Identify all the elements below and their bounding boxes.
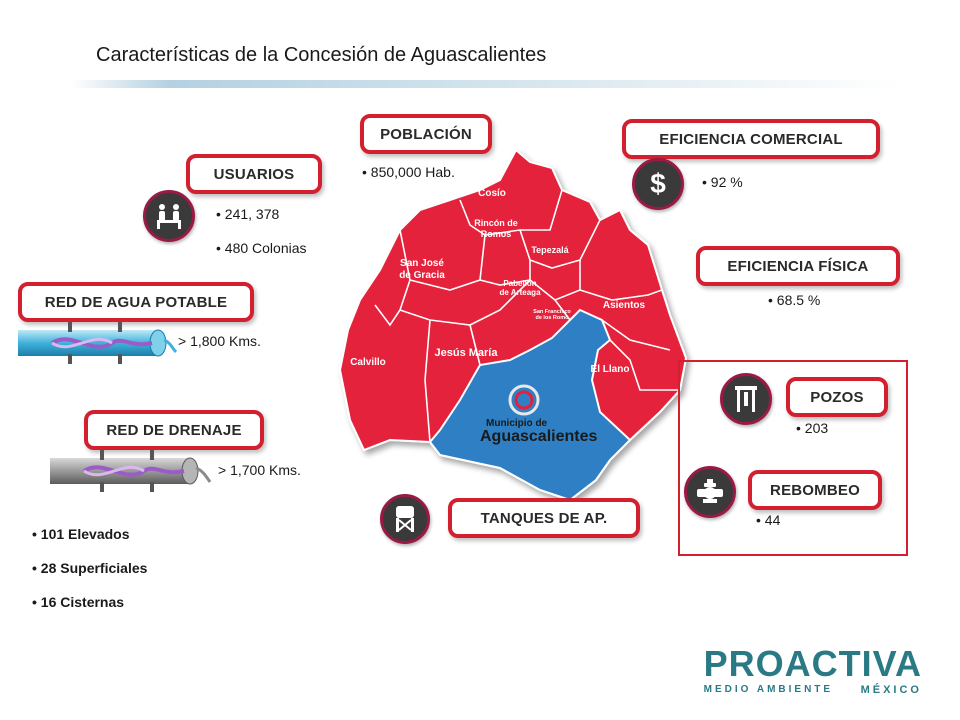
rebombeo-label: REBOMBEO xyxy=(748,470,882,510)
eficiencia-comercial-label: EFICIENCIA COMERCIAL xyxy=(622,119,880,159)
poblacion-label: POBLACIÓN xyxy=(360,114,492,154)
users-icon xyxy=(143,190,195,242)
map-label-pabellon: Pabellón xyxy=(503,279,537,288)
svg-text:de Gracia: de Gracia xyxy=(399,270,445,281)
usuarios-value-1: • 241, 378 xyxy=(216,206,280,222)
red-drenaje-value: > 1,700 Kms. xyxy=(218,462,301,478)
poblacion-value: • 850,000 Hab. xyxy=(362,164,455,180)
usuarios-value-2: • 480 Colonias xyxy=(216,240,307,256)
eficiencia-fisica-label: EFICIENCIA FÍSICA xyxy=(696,246,900,286)
page-title: Características de la Concesión de Aguascalientes xyxy=(96,44,547,66)
map-label-jesusmaria: Jesús María xyxy=(434,347,498,359)
map-label-calvillo: Calvillo xyxy=(350,357,386,368)
pipe-drain-icon xyxy=(44,446,214,496)
map-label-elllano: El Llano xyxy=(590,364,630,375)
title-divider xyxy=(70,80,900,88)
tanques-value-2: • 28 Superficiales xyxy=(32,560,148,576)
map-label-asientos: Asientos xyxy=(602,300,646,311)
rebombeo-value: • 44 xyxy=(756,512,781,528)
well-icon xyxy=(720,373,772,425)
pipe-water-icon xyxy=(12,318,177,368)
tanques-value-3: • 16 Cisternas xyxy=(32,594,125,610)
eficiencia-fisica-value: • 68.5 % xyxy=(768,292,821,308)
map-capital-prefix: Municipio de xyxy=(486,418,548,429)
tanques-label: TANQUES DE AP. xyxy=(448,498,640,538)
pozos-value: • 203 xyxy=(796,420,829,436)
usuarios-label: USUARIOS xyxy=(186,154,322,194)
svg-text:de Arteaga: de Arteaga xyxy=(499,288,541,297)
logo-tagline: MEDIO AMBIENTE xyxy=(703,684,834,695)
red-agua-value: > 1,800 Kms. xyxy=(178,333,261,349)
proactiva-logo xyxy=(703,643,922,696)
tanques-value-1: • 101 Elevados xyxy=(32,526,130,542)
map-label-rincon: Rincón de xyxy=(474,218,518,228)
eficiencia-comercial-value: • 92 % xyxy=(702,174,743,190)
pozos-label: POZOS xyxy=(786,377,888,417)
tank-icon xyxy=(380,494,430,544)
logo-country: MÉXICO xyxy=(860,684,922,696)
logo-name: PROACTIVA xyxy=(703,643,922,684)
map-label-sanjose: San José xyxy=(400,258,444,269)
dollar-icon: $ xyxy=(632,158,684,210)
map-label-cosio: Cosío xyxy=(478,188,506,199)
map-capital-name: Aguascalientes xyxy=(480,428,598,445)
svg-text:Romos: Romos xyxy=(480,229,512,239)
svg-text:de los Romo: de los Romo xyxy=(535,315,569,321)
pump-valve-icon xyxy=(684,466,736,518)
state-map xyxy=(330,150,695,520)
map-label-sanfrancisco: San Francisco xyxy=(533,309,571,315)
map-label-tepezala: Tepezalá xyxy=(531,245,569,255)
red-agua-label: RED DE AGUA POTABLE xyxy=(18,282,254,322)
red-drenaje-label: RED DE DRENAJE xyxy=(84,410,264,450)
